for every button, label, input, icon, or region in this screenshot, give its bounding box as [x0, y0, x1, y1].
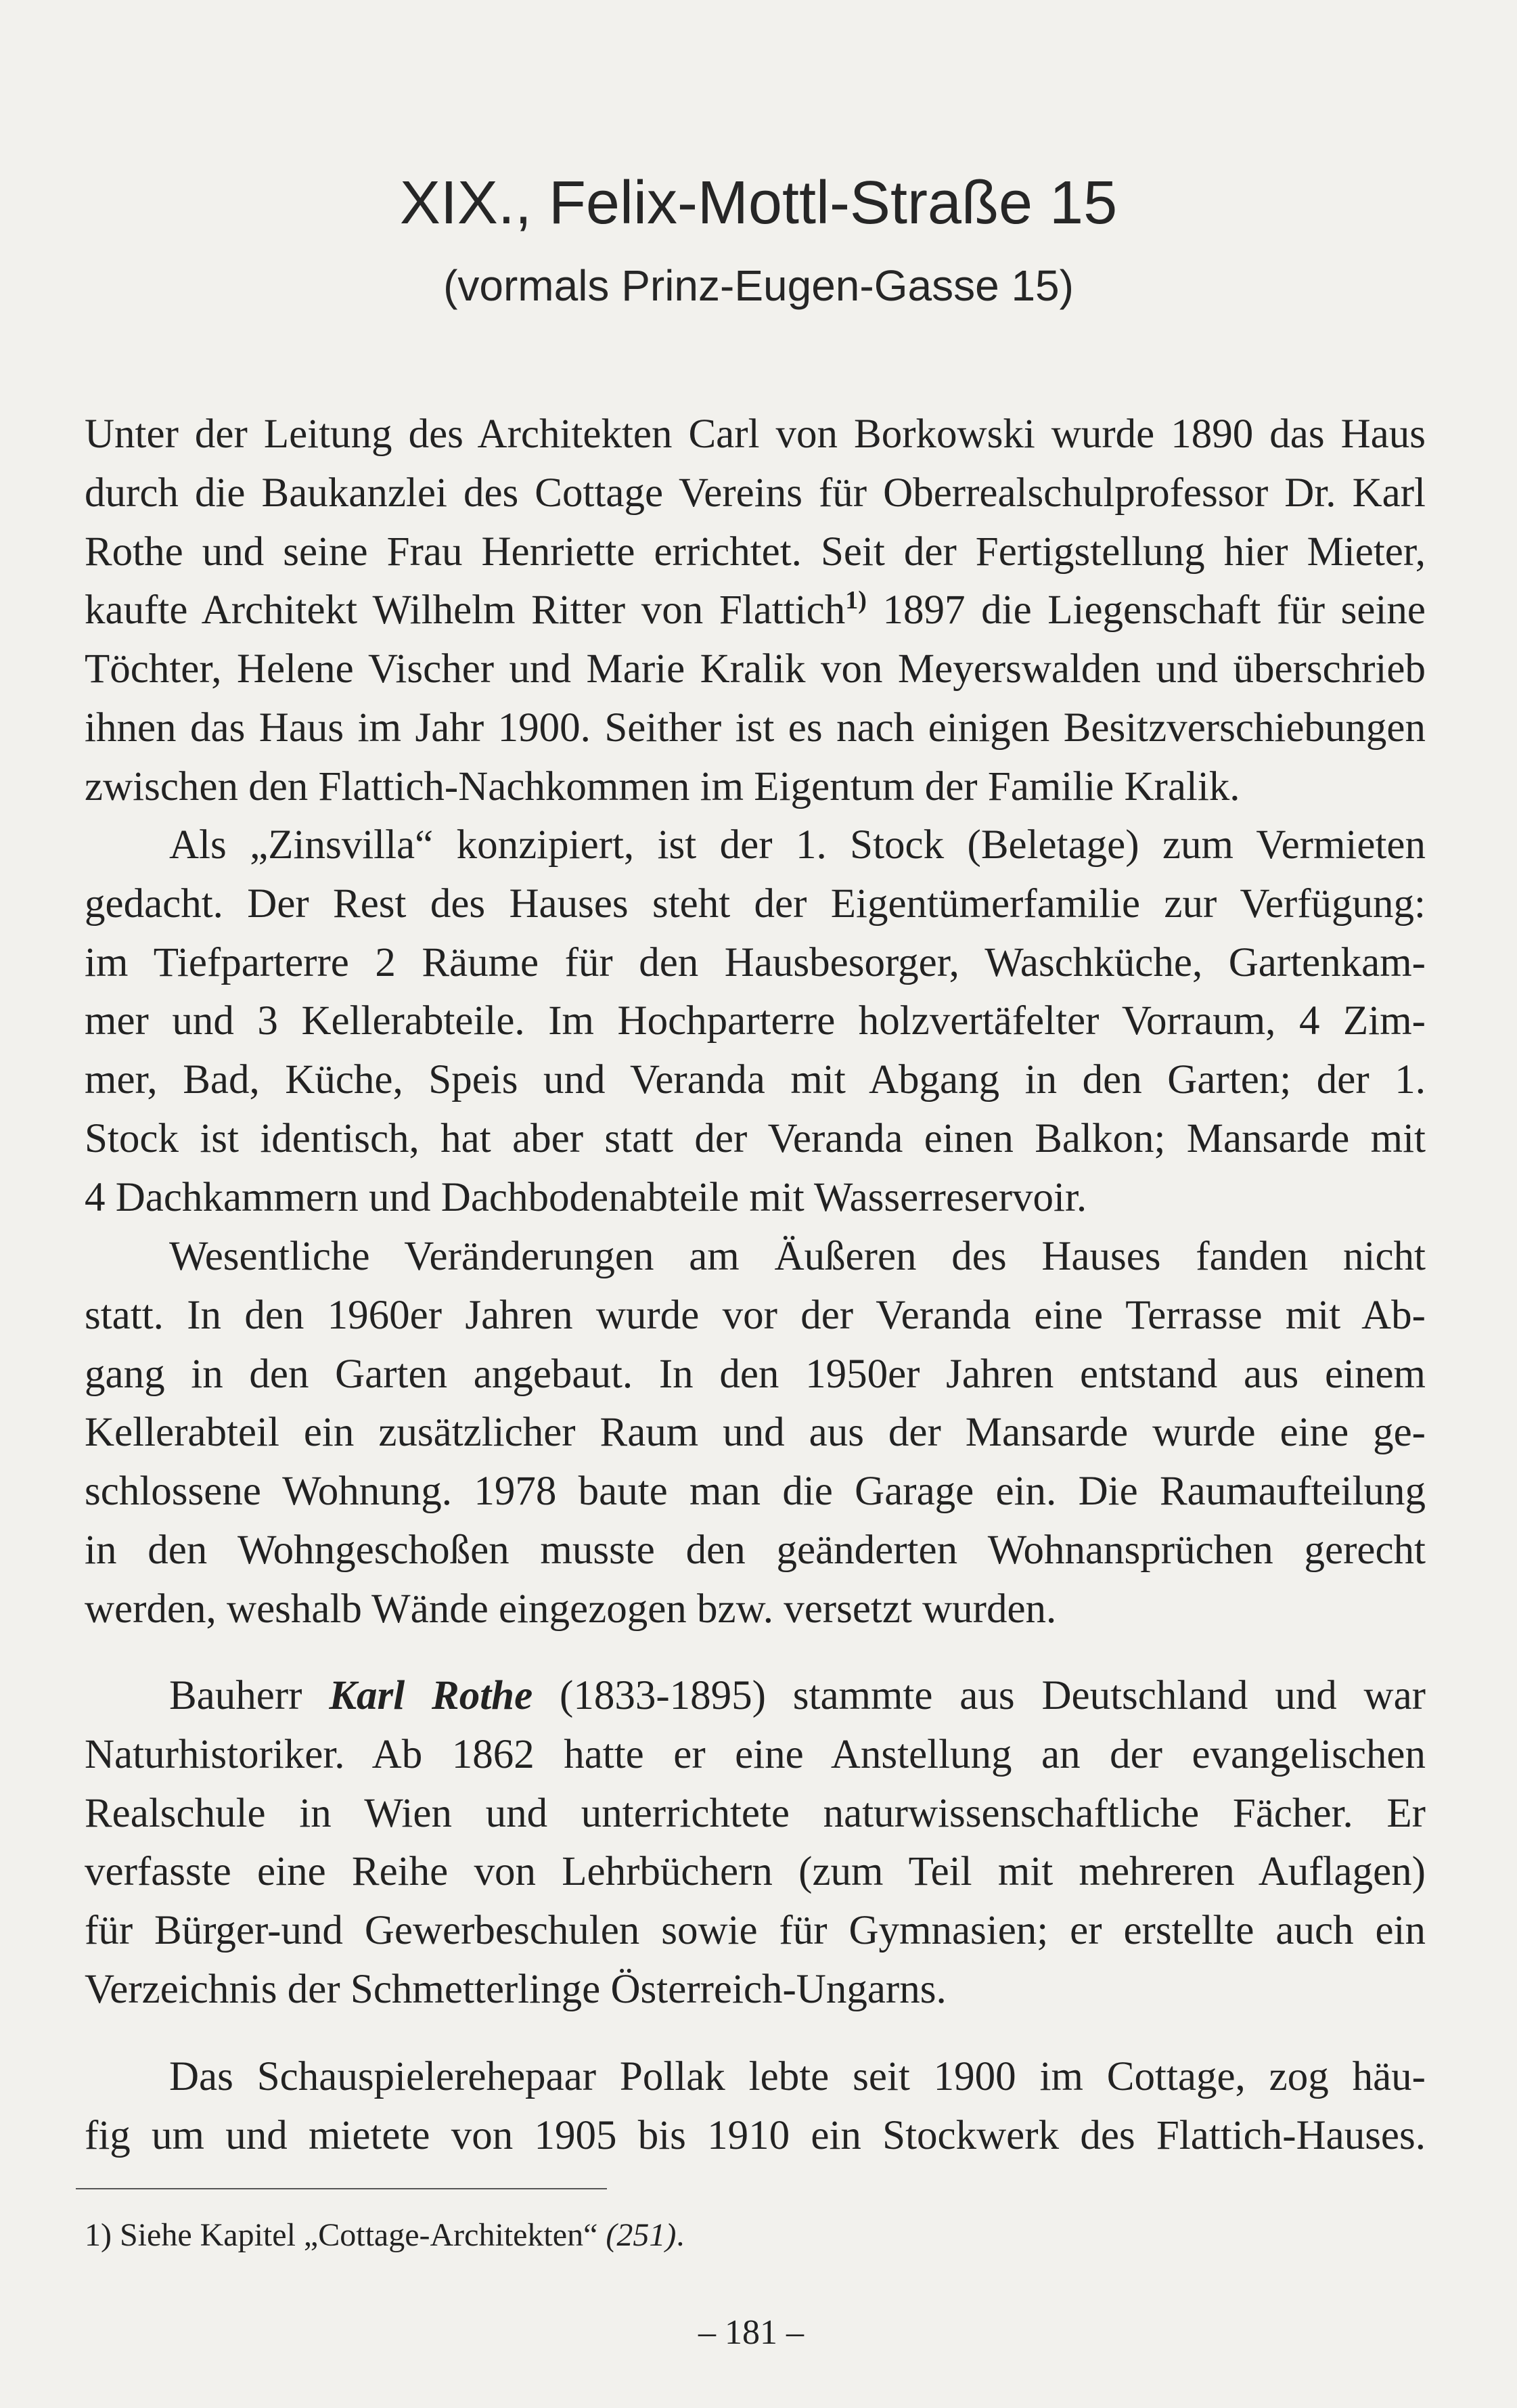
text-segment: Bauherr [169, 1673, 330, 1718]
text-line [85, 581, 1426, 640]
text-line: Verzeichnis der Schmetterlinge Österreich-Ungarns. [85, 1966, 947, 2012]
text-line: 4 Dachkammern und Dachbodenabteile mit Wasserreservoir. [85, 1174, 1087, 1220]
text-line: ihnen das Haus im Jahr 1900. Seither ist es nach einigen Besitzverschiebungen [85, 705, 1426, 751]
footnote-divider [76, 2188, 607, 2189]
page-number: – 181 – [698, 2313, 804, 2352]
footnote-end: . [676, 2217, 685, 2253]
text-line: gang in den Garten angebaut. In den 1950er Jahren entstand aus einem [85, 1351, 1426, 1397]
text-line: Naturhistoriker. Ab 1862 hatte er eine Anstellung an der evangelischen [85, 1731, 1426, 1777]
footnote-page-ref: (251) [606, 2217, 677, 2253]
text-line: in den Wohngeschoßen musste den geänderten Wohnansprüchen gerecht [85, 1527, 1426, 1573]
text-line: Das Schauspielerehepaar Pollak lebte seit 1900 im Cottage, zog häu- [169, 2054, 1426, 2099]
text-line [85, 1667, 1426, 1726]
text-line: zwischen den Flattich-Nachkommen im Eigentum der Familie Kralik. [85, 763, 1240, 809]
page-title: XIX., Felix-Mottl-Straße 15 [399, 169, 1118, 237]
text-line: schlossene Wohnung. 1978 baute man die Garage ein. Die Raumaufteilung [85, 1469, 1426, 1515]
text-line: Unter der Leitung des Architekten Carl von Borkowski wurde 1890 das Haus [85, 411, 1426, 457]
text-line: verfasste eine Reihe von Lehrbüchern (zum Teil mit mehreren Auflagen) [85, 1849, 1426, 1895]
text-line: Realschule in Wien und unterrichtete naturwissenschaftliche Fächer. Er [85, 1790, 1426, 1836]
text-line: Kellerabteil ein zusätzlicher Raum und aus der Mansarde wurde eine ge- [85, 1410, 1426, 1456]
text-line: Rothe und seine Frau Henriette errichtet. Seit der Fertigstellung hier Mieter, [85, 529, 1426, 575]
text-line: Wesentliche Veränderungen am Äußeren des Hauses fanden nicht [169, 1234, 1426, 1279]
emphasized-name: Karl Rothe [329, 1673, 533, 1718]
text-segment: kaufte Architekt Wilhelm Ritter von Flattich [85, 587, 846, 633]
text-line: für Bürger-und Gewerbeschulen sowie für Gymnasien; er erstellte auch ein [85, 1908, 1426, 1954]
text-line: Stock ist identisch, hat aber statt der Veranda einen Balkon; Mansarde mit [85, 1115, 1426, 1161]
text-line: Als „Zinsvilla“ konzipiert, ist der 1. Stock (Beletage) zum Vermieten [169, 822, 1426, 868]
footnote-text: 1) Siehe Kapitel „Cottage-Architekten“ [85, 2217, 606, 2253]
paragraph-pollak [85, 2048, 1426, 2166]
footnote [85, 2214, 684, 2256]
page-subtitle: (vormals Prinz-Eugen-Gasse 15) [443, 261, 1074, 310]
text-line: mer, Bad, Küche, Speis und Veranda mit Abgang in den Garten; der 1. [85, 1057, 1426, 1103]
text-line: gedacht. Der Rest des Hauses steht der Eigentümerfamilie zur Verfügung: [85, 880, 1426, 927]
text-line: statt. In den 1960er Jahren wurde vor der Veranda eine Terrasse mit Ab- [85, 1292, 1426, 1338]
footnote-marker: 1) [845, 586, 867, 615]
text-line: werden, weshalb Wände eingezogen bzw. versetzt wurden. [85, 1586, 1057, 1632]
paragraph-layout [85, 816, 1426, 1228]
paragraph-history [85, 405, 1426, 817]
text-segment: 1897 die Liegenschaft für seine [866, 587, 1426, 633]
text-line: im Tiefparterre 2 Räume für den Hausbesorger, Waschküche, Gartenkam- [85, 939, 1426, 985]
text-line: Töchter, Helene Vischer und Marie Kralik von Meyerswalden und überschrieb [85, 646, 1426, 692]
text-line: fig um und mietete von 1905 bis 1910 ein Stockwerk des Flattich-Hauses. [85, 2112, 1426, 2158]
text-line: mer und 3 Kellerabteile. Im Hochparterre holzvertäfelter Vorraum, 4 Zim- [85, 998, 1426, 1044]
text-segment: (1833-1895) stammte aus Deutschland und war [533, 1673, 1426, 1718]
paragraph-changes [85, 1228, 1426, 1639]
paragraph-karl-rothe [85, 1667, 1426, 2020]
text-line: durch die Baukanzlei des Cottage Vereins für Oberrealschulprofessor Dr. Karl [85, 470, 1426, 516]
